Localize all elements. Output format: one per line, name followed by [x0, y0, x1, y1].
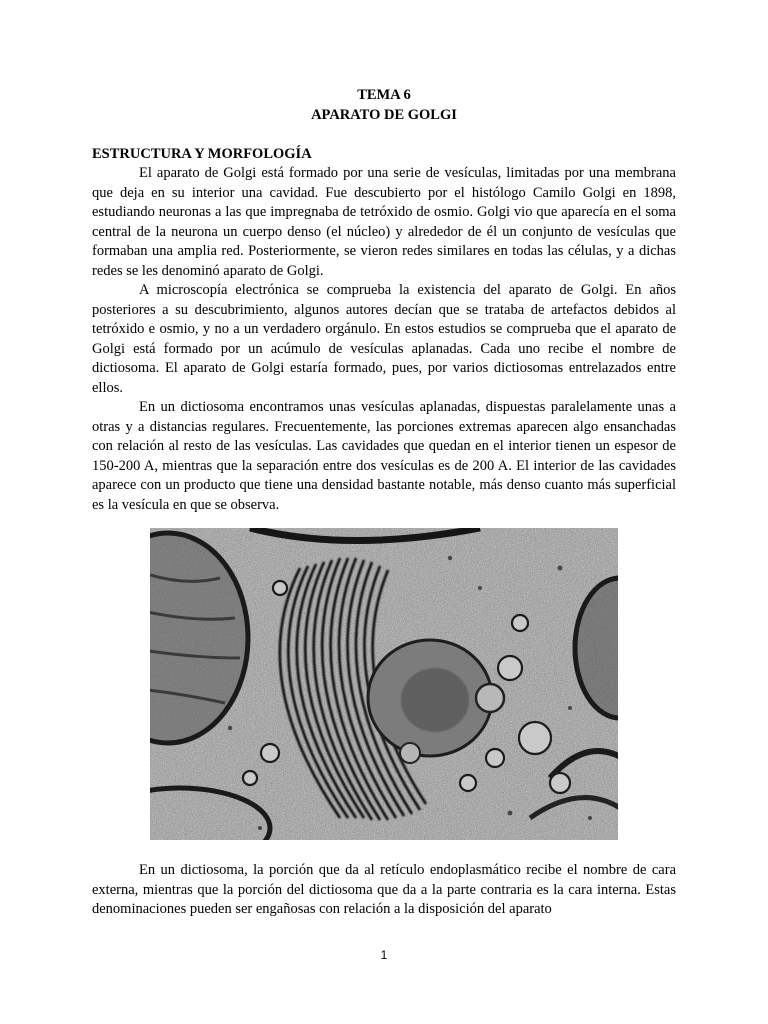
paragraph-3: En un dictiosoma encontramos unas vesículas aplanadas, dispuestas paralelamente unas a otras y a distancias regulares. Frecuentemente, las porciones extremas aparecen algo ensanchadas con relación al resto de las vesículas. Las cavidades que quedan en el interior tienen un espesor de 150-200 A, mientras que la separación entre dos vesículas es de 200 A. El interior de las cavidades aparece con un producto que tiene una densidad bastante notable, más denso cuanto más superficial es la vesícula en que se observa.	[92, 399, 676, 513]
section-heading: ESTRUCTURA Y MORFOLOGÍA	[92, 146, 312, 162]
paragraph-4: En un dictiosoma, la porción que da al retículo endoplasmático recibe el nombre de cara externa, mientras que la porción del dictiosoma que da a la parte contraria es la cara interna. Estas denominaciones pueden ser engañosas con relación a la disposición del aparato	[92, 862, 676, 917]
body-text-continued	[92, 861, 676, 920]
body-text	[92, 164, 676, 515]
page-number: 1	[380, 948, 388, 962]
paragraph-2: A microscopía electrónica se comprueba la existencia del aparato de Golgi. En años posteriores a su descubrimiento, algunos autores decían que se trataba de artefactos debidos al tetróxido e osmio, y no a un verdadero orgánulo. En estos estudios se comprueba que el aparato de Golgi está formado por un acúmulo de vesículas aplanadas. Cada uno recibe el nombre de dictiosoma. El aparato de Golgi estaría formado, pues, por varios dictiosomas entrelazados entre ellos.	[92, 282, 676, 396]
golgi-micrograph	[150, 528, 618, 840]
page-title: APARATO DE GOLGI	[311, 107, 457, 123]
chapter-number: TEMA 6	[357, 87, 411, 103]
paragraph-1: El aparato de Golgi está formado por una serie de vesículas, limitadas por una membrana que deja en su interior una cavidad. Fue descubierto por el histólogo Camilo Golgi en 1898, estudiando neuronas a las que impregnaba de tetróxido de osmio. Golgi vio que aparecía en el soma central de la neurona un cuerpo denso (el núcleo) y alrededor de él un conjunto de vesículas que formaban una amplia red. Posteriormente, se vieron redes similares en todas las células, y a dichas redes se les denominó aparato de Golgi.	[92, 165, 676, 279]
